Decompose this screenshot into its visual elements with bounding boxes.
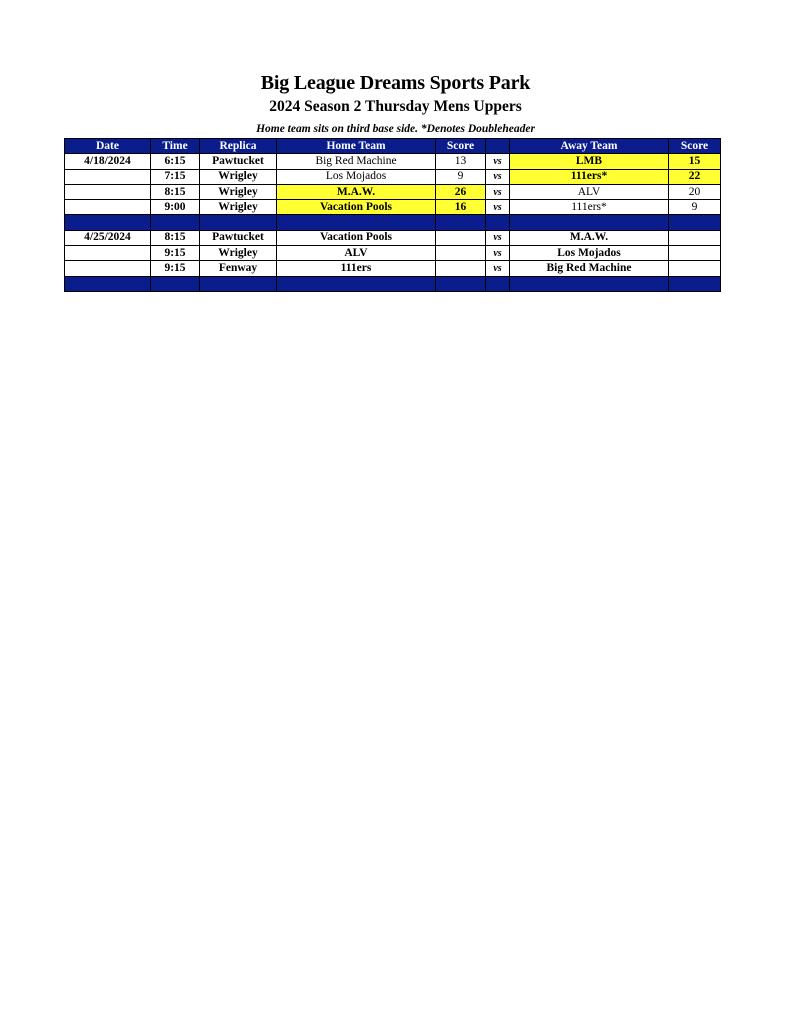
cell-home-team: Vacation Pools: [277, 230, 436, 245]
cell-date: [65, 200, 151, 215]
cell-replica: Wrigley: [200, 169, 277, 184]
cell-time: 6:15: [151, 154, 200, 169]
cell-vs: vs: [486, 184, 510, 199]
cell-vs: vs: [486, 169, 510, 184]
cell-date: [65, 184, 151, 199]
col-time-header: Time: [151, 139, 200, 154]
cell-home-score: 26: [436, 184, 486, 199]
cell-away-score: 20: [669, 184, 721, 199]
cell-replica: Pawtucket: [200, 154, 277, 169]
table-row: [65, 200, 721, 215]
schedule-note: Home team sits on third base side. *Denotes Doubleheader: [256, 123, 535, 135]
col-away-score-header: Score: [669, 139, 721, 154]
cell-home-team: Big Red Machine: [277, 154, 436, 169]
cell-date: [65, 169, 151, 184]
cell-away-team: 111ers*: [510, 169, 669, 184]
cell-away-score: [669, 261, 721, 276]
table-row: [65, 261, 721, 276]
table-row: [65, 230, 721, 245]
col-home-score-header: Score: [436, 139, 486, 154]
cell-vs: vs: [486, 230, 510, 245]
cell-date: [65, 246, 151, 261]
cell-time: 9:00: [151, 200, 200, 215]
cell-away-team: 111ers*: [510, 200, 669, 215]
col-home-team-header: Home Team: [277, 139, 436, 154]
table-row: [65, 184, 721, 199]
cell-vs: vs: [486, 246, 510, 261]
cell-away-team: ALV: [510, 184, 669, 199]
cell-vs: vs: [486, 154, 510, 169]
cell-home-score: 9: [436, 169, 486, 184]
cell-replica: Fenway: [200, 261, 277, 276]
table-row: [65, 246, 721, 261]
cell-home-team: ALV: [277, 246, 436, 261]
cell-time: 8:15: [151, 230, 200, 245]
cell-time: 8:15: [151, 184, 200, 199]
col-replica-header: Replica: [200, 139, 277, 154]
cell-away-team: LMB: [510, 154, 669, 169]
cell-replica: Wrigley: [200, 246, 277, 261]
cell-away-score: 9: [669, 200, 721, 215]
cell-replica: Wrigley: [200, 184, 277, 199]
cell-home-team: M.A.W.: [277, 184, 436, 199]
page-subtitle: 2024 Season 2 Thursday Mens Uppers: [269, 98, 522, 115]
cell-time: 9:15: [151, 246, 200, 261]
col-away-team-header: Away Team: [510, 139, 669, 154]
cell-replica: Wrigley: [200, 200, 277, 215]
table-row: [65, 154, 721, 169]
header-row: [65, 139, 721, 154]
cell-time: 7:15: [151, 169, 200, 184]
cell-home-score: [436, 246, 486, 261]
col-vs-header: [486, 139, 510, 154]
cell-away-team: Los Mojados: [510, 246, 669, 261]
page-title: Big League Dreams Sports Park: [260, 72, 531, 94]
cell-date: [65, 261, 151, 276]
cell-vs: vs: [486, 200, 510, 215]
cell-home-team: Vacation Pools: [277, 200, 436, 215]
cell-home-score: [436, 230, 486, 245]
week-separator-row: [65, 276, 721, 291]
cell-home-score: 16: [436, 200, 486, 215]
cell-away-score: [669, 246, 721, 261]
schedule-table: [64, 138, 721, 292]
col-date-header: Date: [65, 139, 151, 154]
cell-replica: Pawtucket: [200, 230, 277, 245]
cell-home-score: 13: [436, 154, 486, 169]
cell-away-team: M.A.W.: [510, 230, 669, 245]
cell-away-score: 15: [669, 154, 721, 169]
cell-away-team: Big Red Machine: [510, 261, 669, 276]
cell-vs: vs: [486, 261, 510, 276]
cell-home-team: 111ers: [277, 261, 436, 276]
table-row: [65, 169, 721, 184]
cell-home-score: [436, 261, 486, 276]
cell-away-score: [669, 230, 721, 245]
week-separator-row: [65, 215, 721, 230]
cell-date: 4/18/2024: [65, 154, 151, 169]
cell-home-team: Los Mojados: [277, 169, 436, 184]
cell-date: 4/25/2024: [65, 230, 151, 245]
cell-time: 9:15: [151, 261, 200, 276]
cell-away-score: 22: [669, 169, 721, 184]
